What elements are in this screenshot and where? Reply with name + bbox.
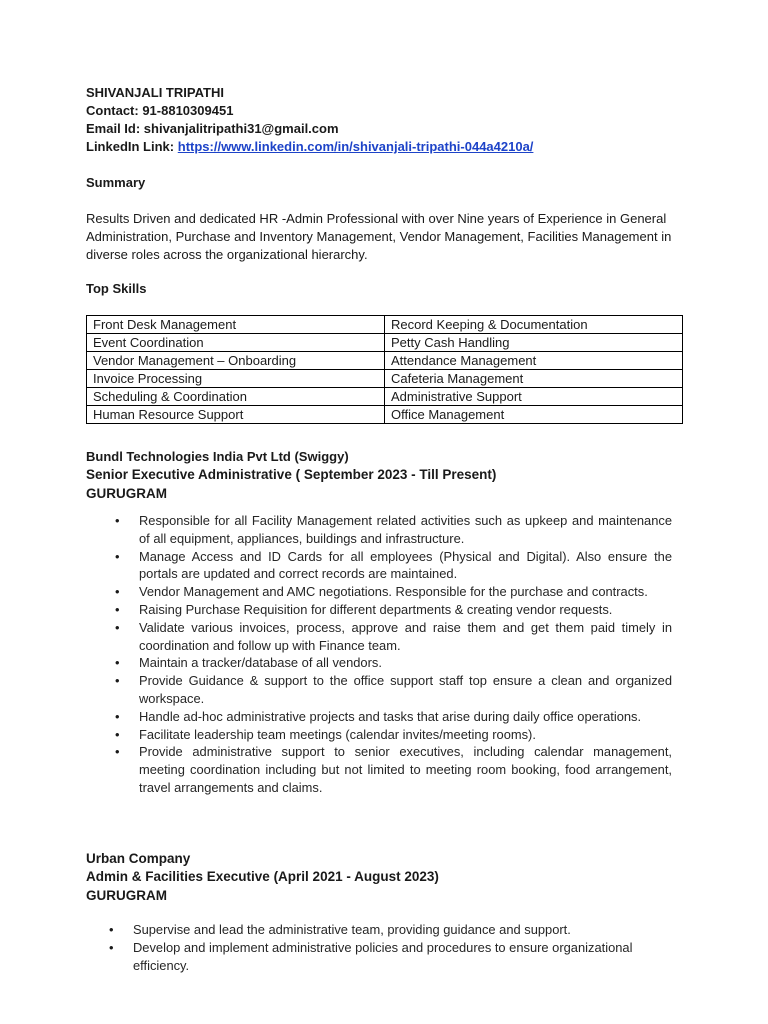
skill-cell: Human Resource Support [87,406,385,424]
job-title: Admin & Facilities Executive (April 2021 - August 2023) [86,869,439,884]
table-row [87,406,683,424]
table-row [87,334,683,352]
list-item: • Provide administrative support to senior executives, including calendar management, meeting coordination including but not limited to meeting room booking, food arrangement, travel arrangements and claims. [139,743,672,796]
skill-cell: Scheduling & Coordination [87,388,385,406]
list-item: • Vendor Management and AMC negotiations. Responsible for the purchase and contracts. [139,583,672,601]
skill-cell: Event Coordination [87,334,385,352]
skill-cell: Petty Cash Handling [385,334,683,352]
table-row [87,316,683,334]
job-company: Bundl Technologies India Pvt Ltd (Swiggy) [86,449,349,464]
job-bullets [133,921,633,974]
linkedin-line [86,138,533,156]
list-item: • Maintain a tracker/database of all vendors. [139,654,672,672]
skill-cell: Invoice Processing [87,370,385,388]
summary-heading: Summary [86,175,146,190]
job-company: Urban Company [86,851,191,866]
list-item: • Develop and implement administrative policies and procedures to ensure organizational efficiency. [133,939,633,975]
table-row [87,370,683,388]
skill-cell: Attendance Management [385,352,683,370]
table-row [87,352,683,370]
skill-cell: Office Management [385,406,683,424]
job-title: Senior Executive Administrative ( September 2023 - Till Present) [86,467,497,482]
list-item: • Manage Access and ID Cards for all employees (Physical and Digital). Also ensure the portals are updated and correct records are maintained. [139,548,672,584]
job-location: GURUGRAM [86,486,167,501]
email-address: Email Id: shivanjalitripathi31@gmail.com [86,121,339,136]
summary-text: Results Driven and dedicated HR -Admin Professional with over Nine years of Experience in General Administration, Purchase and Inventory Management, Vendor Management, Facilities Management in diverse roles across the organizational hierarchy. [86,211,672,262]
skill-cell: Administrative Support [385,388,683,406]
list-item: • Validate various invoices, process, approve and raise them and get them paid timely in coordination and follow up with Finance team. [139,619,672,655]
list-item: • Provide Guidance & support to the office support staff top ensure a clean and organized workspace. [139,672,672,708]
skills-heading: Top Skills [86,281,147,296]
list-item: • Facilitate leadership team meetings (calendar invites/meeting rooms). [139,726,672,744]
linkedin-link[interactable]: https://www.linkedin.com/in/shivanjali-tripathi-044a4210a/ [177,139,534,154]
candidate-name: SHIVANJALI TRIPATHI [86,85,224,100]
job-bullets [139,512,672,797]
job-location: GURUGRAM [86,888,167,903]
list-item: • Responsible for all Facility Management related activities such as upkeep and maintenance of all equipment, appliances, buildings and infrastructure. [139,512,672,548]
list-item: • Handle ad-hoc administrative projects and tasks that arise during daily office operations. [139,708,672,726]
contact-number: Contact: 91-8810309451 [86,103,234,118]
skill-cell: Cafeteria Management [385,370,683,388]
skills-table [86,315,683,424]
list-item: • Supervise and lead the administrative team, providing guidance and support. [133,921,633,939]
skill-cell: Vendor Management – Onboarding [87,352,385,370]
skill-cell: Record Keeping & Documentation [385,316,683,334]
skill-cell: Front Desk Management [87,316,385,334]
linkedin-label: LinkedIn Link: [86,139,175,154]
table-row [87,388,683,406]
list-item: • Raising Purchase Requisition for different departments & creating vendor requests. [139,601,672,619]
